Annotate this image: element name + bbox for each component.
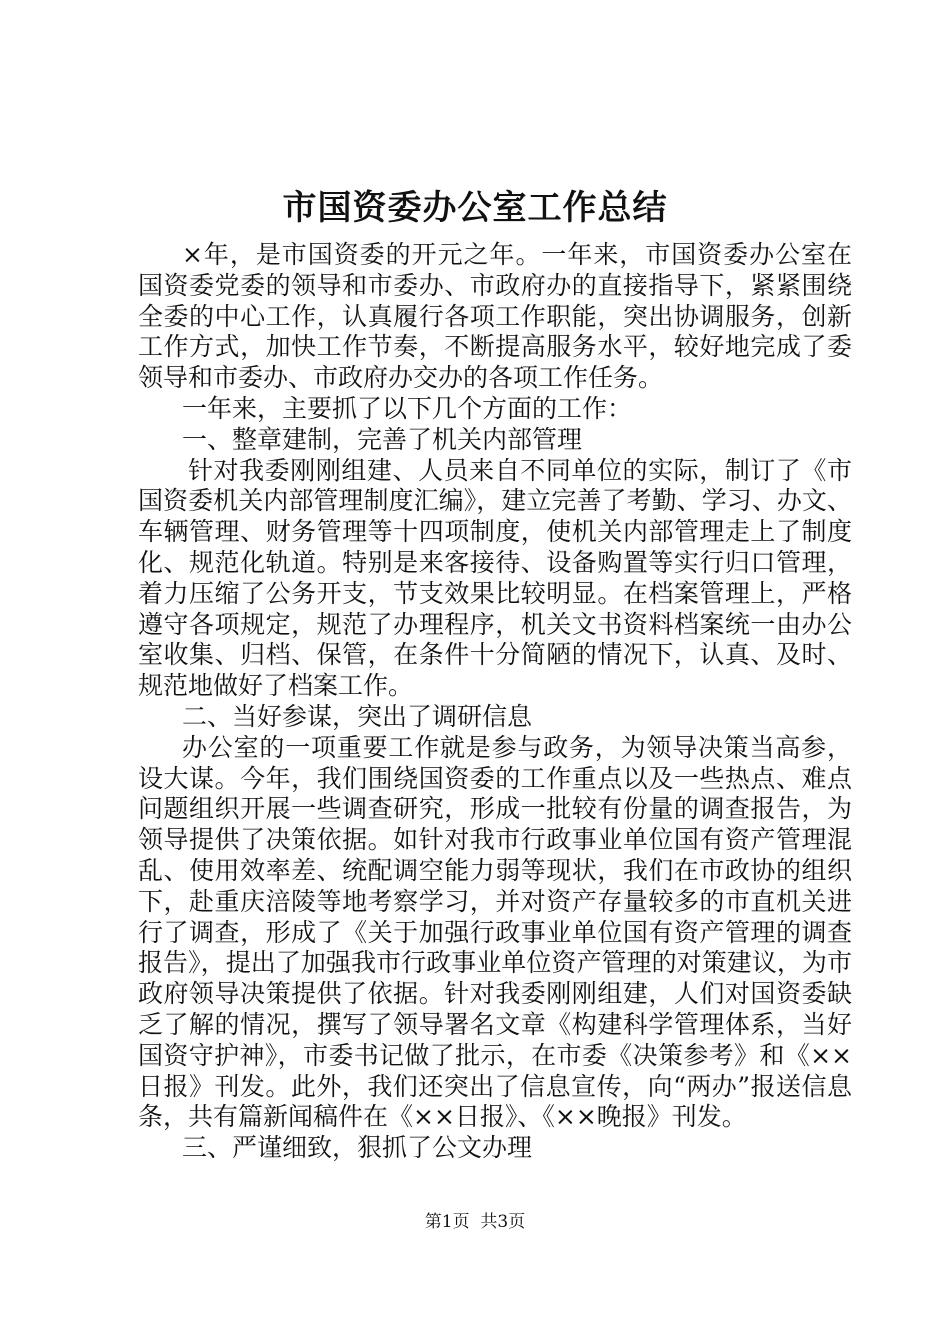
- page-footer: 第1页 共3页: [424, 1212, 526, 1232]
- section-heading-1: 一、整章建制，完善了机关内部管理: [182, 424, 583, 454]
- document-body: [138, 240, 852, 1164]
- document-title: 市国资委办公室工作总结: [282, 188, 668, 228]
- paragraph-overview: 一年来，主要抓了以下几个方面的工作：: [182, 393, 633, 423]
- paragraph-section-1: 针对我委刚刚组建、人员来自不同单位的实际，制订了《市国资委机关内部管理制度汇编》，建立完善了考勤、学习、办文、车辆管理、财务管理等十四项制度，使机关内部管理走上了制度化、规范化轨道。特别是来客接待、设备购置等实行归口管理，着力压缩了公务开支，节支效果比较明显。在档案管理上，严格遵守各项规定，规范了办理程序，机关文书资料档案统一由办公室收集、归档、保管，在条件十分简陋的情况下，认真、及时、规范地做好了档案工作。: [138, 455, 852, 701]
- section-heading-3: 三、严谨细致，狠抓了公文办理: [182, 1133, 533, 1163]
- paragraph-intro: ×年，是市国资委的开元之年。一年来，市国资委办公室在国资委党委的领导和市委办、市政府办的直接指导下，紧紧围绕全委的中心工作，认真履行各项工作职能，突出协调服务，创新工作方式，加快工作节奏，不断提高服务水平，较好地完成了委领导和市委办、市政府办交办的各项工作任务。: [138, 240, 852, 393]
- section-heading-2: 二、当好参谋，突出了调研信息: [182, 701, 533, 731]
- paragraph-section-2: 办公室的一项重要工作就是参与政务，为领导决策当高参，设大谋。今年，我们围绕国资委的工作重点以及一些热点、难点问题组织开展一些调查研究，形成一批较有份量的调查报告，为领导提供了决策依据。如针对我市行政事业单位国有资产管理混乱、使用效率差、统配调空能力弱等现状，我们在市政协的组织下，赴重庆涪陵等地考察学习，并对资产存量较多的市直机关进行了调查，形成了《关于加强行政事业单位国有资产管理的调查报告》，提出了加强我市行政事业单位资产管理的对策建议，为市政府领导决策提供了依据。针对我委刚刚组建，人们对国资委缺乏了解的情况，撰写了领导署名文章《构建科学管理体系，当好国资守护神》，市委书记做了批示，在市委《决策参考》和《××日报》刊发。此外，我们还突出了信息宣传，向“两办”报送信息条，共有篇新闻稿件在《××日报》、《××晚报》刊发。: [138, 732, 852, 1132]
